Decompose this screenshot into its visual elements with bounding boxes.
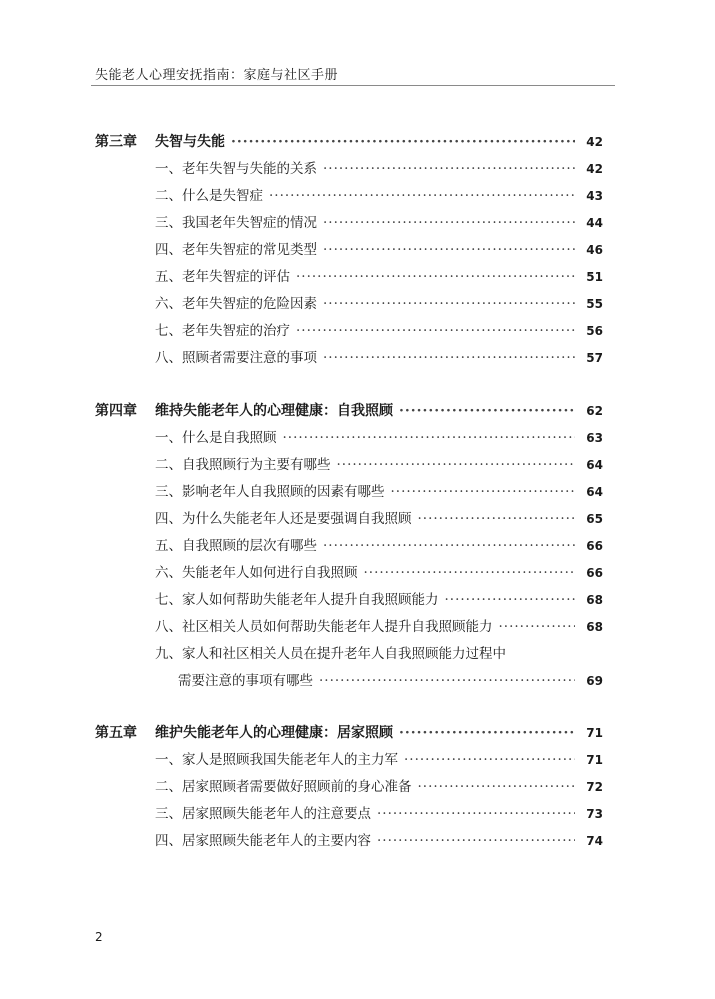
page-number: 44: [586, 216, 603, 230]
toc-entry[interactable]: [155, 562, 603, 584]
dot-leader: [323, 158, 575, 180]
entry-title: 一、老年失智与失能的关系: [155, 161, 317, 177]
page-number: 63: [586, 431, 603, 445]
toc-entry[interactable]: [155, 293, 603, 315]
entry-title: 七、家人如何帮助失能老年人提升自我照顾能力: [155, 592, 439, 608]
dot-leader: [337, 454, 576, 476]
page-number: 62: [586, 404, 603, 418]
page-number: 66: [586, 566, 603, 580]
page-number: 68: [586, 620, 603, 634]
toc-entry[interactable]: [155, 535, 603, 557]
toc-entry[interactable]: [155, 749, 603, 771]
page-number: 71: [586, 726, 603, 740]
toc-entry[interactable]: [155, 508, 603, 530]
entry-title: 一、家人是照顾我国失能老年人的主力军: [155, 752, 398, 768]
toc-entry[interactable]: [155, 776, 603, 798]
page-number: 57: [586, 351, 603, 365]
page-number: 56: [586, 324, 603, 338]
chapter-title: 失智与失能: [155, 134, 225, 150]
toc-entry[interactable]: [155, 427, 603, 449]
toc-entry[interactable]: [155, 803, 603, 825]
entry-title: 八、社区相关人员如何帮助失能老年人提升自我照顾能力: [155, 619, 493, 635]
entry-title: 四、老年失智症的常见类型: [155, 242, 317, 258]
dot-leader: [319, 670, 575, 692]
toc-entry[interactable]: [155, 643, 603, 665]
entry-title: 四、居家照顾失能老年人的主要内容: [155, 833, 371, 849]
toc-entry[interactable]: [155, 185, 603, 207]
page-number: 43: [586, 189, 603, 203]
page-number: 69: [586, 674, 603, 688]
toc-entry-continuation[interactable]: [178, 670, 603, 692]
dot-leader: [283, 427, 576, 449]
page-number: 55: [586, 297, 603, 311]
toc-entry[interactable]: [155, 589, 603, 611]
page-number: 72: [586, 780, 603, 794]
dot-leader: [323, 293, 575, 315]
dot-leader: [296, 266, 575, 288]
entry-title: 七、老年失智症的治疗: [155, 323, 290, 339]
page-number: 46: [586, 243, 603, 257]
dot-leader: [391, 481, 576, 503]
dot-leader: [323, 535, 575, 557]
toc-entry[interactable]: [155, 320, 603, 342]
header-rule: [91, 85, 615, 86]
dot-leader: [418, 508, 576, 530]
chapter-label: 第四章: [95, 403, 137, 419]
toc-entry[interactable]: [155, 830, 603, 852]
chapter-label: 第三章: [95, 134, 137, 150]
entry-title: 二、居家照顾者需要做好照顾前的身心准备: [155, 779, 412, 795]
page-number: 68: [586, 593, 603, 607]
chapter-title: 维持失能老年人的心理健康：自我照顾: [155, 403, 393, 419]
chapter-title: 维护失能老年人的心理健康：居家照顾: [155, 725, 393, 741]
dot-leader: [418, 776, 576, 798]
entry-title: 三、影响老年人自我照顾的因素有哪些: [155, 484, 385, 500]
dot-leader: [377, 803, 575, 825]
entry-title-continuation: 需要注意的事项有哪些: [178, 673, 313, 689]
page-number: 73: [586, 807, 603, 821]
running-header: 失能老人心理安抚指南：家庭与社区手册: [95, 68, 339, 83]
entry-title: 三、居家照顾失能老年人的注意要点: [155, 806, 371, 822]
dot-leader: [364, 562, 576, 584]
toc-chapter-5[interactable]: [95, 722, 603, 744]
toc-entry[interactable]: [155, 454, 603, 476]
page-number: 74: [586, 834, 603, 848]
toc-entry[interactable]: [155, 347, 603, 369]
dot-leader: [404, 749, 575, 771]
dot-leader: [269, 185, 575, 207]
toc-entry[interactable]: [155, 158, 603, 180]
toc-entry[interactable]: [155, 239, 603, 261]
dot-leader: [323, 239, 575, 261]
page-number: 71: [586, 753, 603, 767]
page-number: 64: [586, 485, 603, 499]
toc-chapter-4[interactable]: [95, 400, 603, 422]
toc-entry[interactable]: [155, 481, 603, 503]
dot-leader: [377, 830, 575, 852]
dot-leader: [323, 347, 575, 369]
entry-title: 一、什么是自我照顾: [155, 430, 277, 446]
entry-title: 四、为什么失能老年人还是要强调自我照顾: [155, 511, 412, 527]
entry-title: 二、什么是失智症: [155, 188, 263, 204]
dot-leader: [499, 616, 576, 638]
dot-leader: [231, 131, 575, 153]
dot-leader: [323, 212, 575, 234]
entry-title: 二、自我照顾行为主要有哪些: [155, 457, 331, 473]
entry-title: 九、家人和社区相关人员在提升老年人自我照顾能力过程中: [155, 646, 506, 662]
page-number: 42: [586, 162, 603, 176]
dot-leader: [296, 320, 575, 342]
chapter-label: 第五章: [95, 725, 137, 741]
toc-entry[interactable]: [155, 616, 603, 638]
entry-title: 三、我国老年失智症的情况: [155, 215, 317, 231]
page-number: 64: [586, 458, 603, 472]
page-number: 51: [586, 270, 603, 284]
dot-leader: [399, 722, 575, 744]
entry-title: 五、老年失智症的评估: [155, 269, 290, 285]
entry-title: 六、老年失智症的危险因素: [155, 296, 317, 312]
entry-title: 五、自我照顾的层次有哪些: [155, 538, 317, 554]
page-number: 66: [586, 539, 603, 553]
dot-leader: [445, 589, 576, 611]
page-number: 42: [586, 135, 603, 149]
entry-title: 六、失能老年人如何进行自我照顾: [155, 565, 358, 581]
folio-page-number: 2: [95, 930, 103, 944]
toc-chapter-3[interactable]: [95, 131, 603, 153]
toc-entry[interactable]: [155, 266, 603, 288]
toc-entry[interactable]: [155, 212, 603, 234]
dot-leader: [399, 400, 575, 422]
entry-title: 八、照顾者需要注意的事项: [155, 350, 317, 366]
page-number: 65: [586, 512, 603, 526]
